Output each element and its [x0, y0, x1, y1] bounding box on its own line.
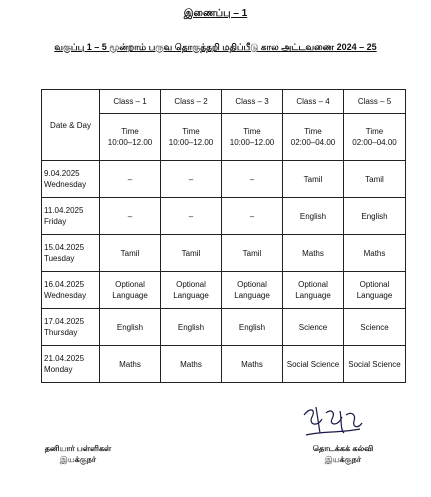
time-cell: [222, 114, 283, 161]
subject-cell: –: [100, 198, 161, 235]
table-row: [42, 309, 406, 346]
date-cell: [42, 235, 100, 272]
subject-cell: Social Science: [344, 346, 406, 383]
date-cell: [42, 346, 100, 383]
day-text: Wednesday: [44, 180, 87, 189]
subject-cell: Optional Language: [344, 272, 406, 309]
class-header: Class – 5: [344, 90, 406, 114]
table-row: [42, 161, 406, 198]
time-cell: [100, 114, 161, 161]
date-text: 17.04.2025: [44, 317, 85, 326]
subject-cell: –: [100, 161, 161, 198]
class-header: Class – 2: [161, 90, 222, 114]
time-label: Time: [243, 127, 261, 136]
time-label: Time: [182, 127, 200, 136]
class-header-row: [42, 90, 406, 114]
time-label: Time: [365, 127, 384, 136]
date-text: 21.04.2025: [44, 354, 85, 363]
time-cell: [161, 114, 222, 161]
day-text: Friday: [44, 217, 67, 226]
subject-cell: Science: [283, 309, 344, 346]
date-day-header: Date & Day: [42, 90, 100, 161]
date-text: 11.04.2025: [44, 206, 84, 215]
subject-cell: Optional Language: [161, 272, 222, 309]
time-value: 02:00–04.00: [352, 138, 397, 147]
subject-cell: Optional Language: [100, 272, 161, 309]
date-text: 15.04.2025: [44, 243, 85, 252]
signature-line: இயக்குநர்: [59, 455, 97, 464]
subject-cell: Tamil: [344, 161, 406, 198]
table-row: [42, 198, 406, 235]
subject-cell: English: [344, 198, 406, 235]
class-header: Class – 1: [100, 90, 161, 114]
subject-cell: Optional Language: [283, 272, 344, 309]
subject-cell: Science: [344, 309, 406, 346]
class-header: Class – 3: [222, 90, 283, 114]
signature-block-private-schools: [33, 443, 123, 465]
subject-cell: Social Science: [283, 346, 344, 383]
signature-line: தனியார் பள்ளிகள்: [44, 444, 112, 453]
subject-cell: English: [161, 309, 222, 346]
date-text: 16.04.2025: [44, 280, 85, 289]
time-value: 10:00–12.00: [168, 138, 214, 147]
subject-cell: Maths: [161, 346, 222, 383]
subject-cell: –: [161, 161, 222, 198]
time-label: Time: [304, 127, 322, 136]
date-cell: [42, 309, 100, 346]
table-row: [42, 272, 406, 309]
date-cell: [42, 161, 100, 198]
subject-cell: Tamil: [283, 161, 344, 198]
signature-line: இயக்குநர்: [324, 455, 362, 464]
date-cell: [42, 272, 100, 309]
subject-cell: Optional Language: [222, 272, 283, 309]
time-value: 10:00–12.00: [107, 138, 153, 147]
table-row: [42, 346, 406, 383]
handwritten-signature: [296, 403, 366, 443]
subject-cell: Tamil: [161, 235, 222, 272]
document-title: வகுப்பு 1 – 5 மூன்றாம் பருவ தொகுத்தறி மதிப்பீடு கால அட்டவணை 2024 – 25: [54, 42, 377, 52]
day-text: Tuesday: [44, 254, 75, 263]
annex-label: இணைப்பு – 1: [183, 8, 248, 19]
class-header: Class – 4: [283, 90, 344, 114]
subject-cell: Tamil: [100, 235, 161, 272]
table-row: [42, 235, 406, 272]
subject-cell: –: [222, 198, 283, 235]
subject-cell: Maths: [283, 235, 344, 272]
signature-line: தொடக்கக் கல்வி: [312, 444, 374, 453]
subject-cell: English: [222, 309, 283, 346]
time-label: Time: [121, 127, 139, 136]
subject-cell: Maths: [344, 235, 406, 272]
subject-cell: English: [283, 198, 344, 235]
date-text: 9.04.2025: [44, 169, 80, 178]
subject-cell: –: [161, 198, 222, 235]
subject-cell: Tamil: [222, 235, 283, 272]
signature-block-elementary-education: [298, 443, 388, 465]
subject-cell: Maths: [222, 346, 283, 383]
subject-cell: –: [222, 161, 283, 198]
day-text: Wednesday: [44, 291, 87, 300]
time-cell: [283, 114, 344, 161]
subject-cell: Maths: [100, 346, 161, 383]
time-cell: [344, 114, 406, 161]
day-text: Thursday: [44, 328, 78, 337]
time-value: 10:00–12.00: [229, 138, 275, 147]
time-value: 02:00–04.00: [290, 138, 336, 147]
day-text: Monday: [44, 365, 73, 374]
date-cell: [42, 198, 100, 235]
timetable: [41, 89, 406, 383]
subject-cell: English: [100, 309, 161, 346]
